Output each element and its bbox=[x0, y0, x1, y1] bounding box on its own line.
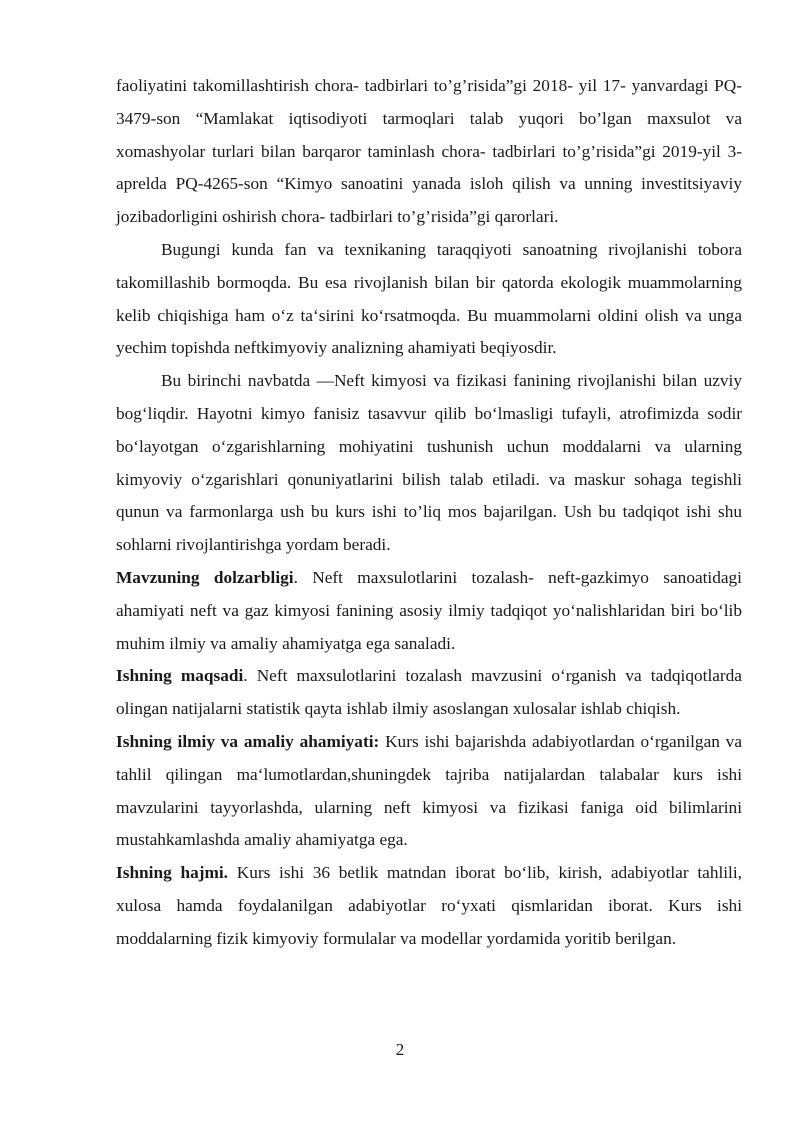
paragraph-work-goal bbox=[116, 660, 742, 726]
paragraph-work-volume bbox=[116, 857, 742, 955]
paragraph-text: . Neft maxsulotlarini tozalash- neft-gazkimyo sanoatidagi ahamiyati neft va gaz kimyosi fanining asosiy ilmiy tadqiqot yo‘nalishlaridan biri bo‘lib muhim ilmiy va amaliy ahamiyatga ega sanaladi. bbox=[116, 567, 742, 653]
paragraph-science-development bbox=[116, 234, 742, 365]
paragraph-topic-relevance bbox=[116, 562, 742, 660]
paragraph-text: faoliyatini takomillashtirish chora- tadbirlari to’g’risida”gi 2018- yil 17- yanvardagi PQ-3479-son “Mamlakat iqtisodiyoti tarmoqlari talab yuqori bo’lgan maxsulot va xomashyolar turlari bilan barqaror taminlash chora- tadbirlari to’g’risida”gi 2019-yil 3-aprelda PQ-4265-son “Kimyo sanoatini yanada isloh qilish va unning investitsiyaviy jozibadorligini oshirish chora- tadbirlari to’g’risida”gi qarorlari. bbox=[116, 76, 742, 227]
paragraph-text: Kurs ishi 36 betlik matndan iborat bo‘lib, kirish, adabiyotlar tahlili, xulosa hamda foydalanilgan adabiyotlar ro‘yxati qismlaridan iborat. Kurs ishi moddalarning fizik kimyoviy formulalar va modellar yordamida yoritib berilgan. bbox=[116, 863, 742, 948]
paragraph-text: Bugungi kunda fan va texnikaning taraqqiyoti sanoatning rivojlanishi tobora takomillashib bormoqda. Bu esa rivojlanish bilan bir qatorda ekologik muammolarning kelib chiqishiga ham o‘z ta‘sirini ko‘rsatmoqda. Bu muammolarni oldini olish va unga yechim topishda neftkimyoviy analizning ahamiyati beqiyosdir. bbox=[116, 239, 742, 358]
paragraph-oil-chemistry bbox=[116, 365, 742, 562]
paragraph-heading: Ishning ilmiy va amaliy ahamiyati: bbox=[116, 731, 380, 751]
paragraph-heading: Ishning maqsadi bbox=[116, 666, 244, 686]
page-number: 2 bbox=[395, 1040, 405, 1059]
paragraph-decree-continuation bbox=[116, 70, 742, 234]
paragraph-significance bbox=[116, 726, 742, 857]
paragraph-text: Bu birinchi navbatda —Neft kimyosi va fizikasi fanining rivojlanishi bilan uzviy bog‘liqdir. Hayotni kimyo fanisiz tasavvur qilib bo‘lmasligi tufayli, atrofimizda sodir bo‘layotgan o‘zgarishlarning mohiyatini tushunish uchun moddalarni va ularning kimyoviy o‘zgarishlari qonuniyatlarini bilish talab etiladi. va maskur sohaga tegishli qunun va farmonlarga ush bu kurs ishi to’liq mos bajarilgan. Ush bu tadqiqot ishi shu sohlarni rivojlantirishga yordam beradi. bbox=[116, 371, 742, 555]
paragraph-text: . Neft maxsulotlarini tozalash mavzusini o‘rganish va tadqiqotlarda olingan natijalarni statistik qayta ishlab ilmiy asoslangan xulosalar ishlab chiqish. bbox=[116, 666, 742, 719]
document-page bbox=[116, 70, 742, 956]
paragraph-text: Kurs ishi bajarishda adabiyotlardan o‘rganilgan va tahlil qilingan ma‘lumotlardan,shuningdek tajriba natijalardan talabalar kurs ishi mavzularini tayyorlashda, ularning neft kimyosi va fizikasi faniga oid bilimlarini mustahkamlashda amaliy ahamiyatga ega. bbox=[116, 731, 742, 850]
paragraph-heading: Mavzuning dolzarbligi bbox=[116, 567, 294, 587]
paragraph-heading: Ishning hajmi. bbox=[116, 863, 228, 883]
